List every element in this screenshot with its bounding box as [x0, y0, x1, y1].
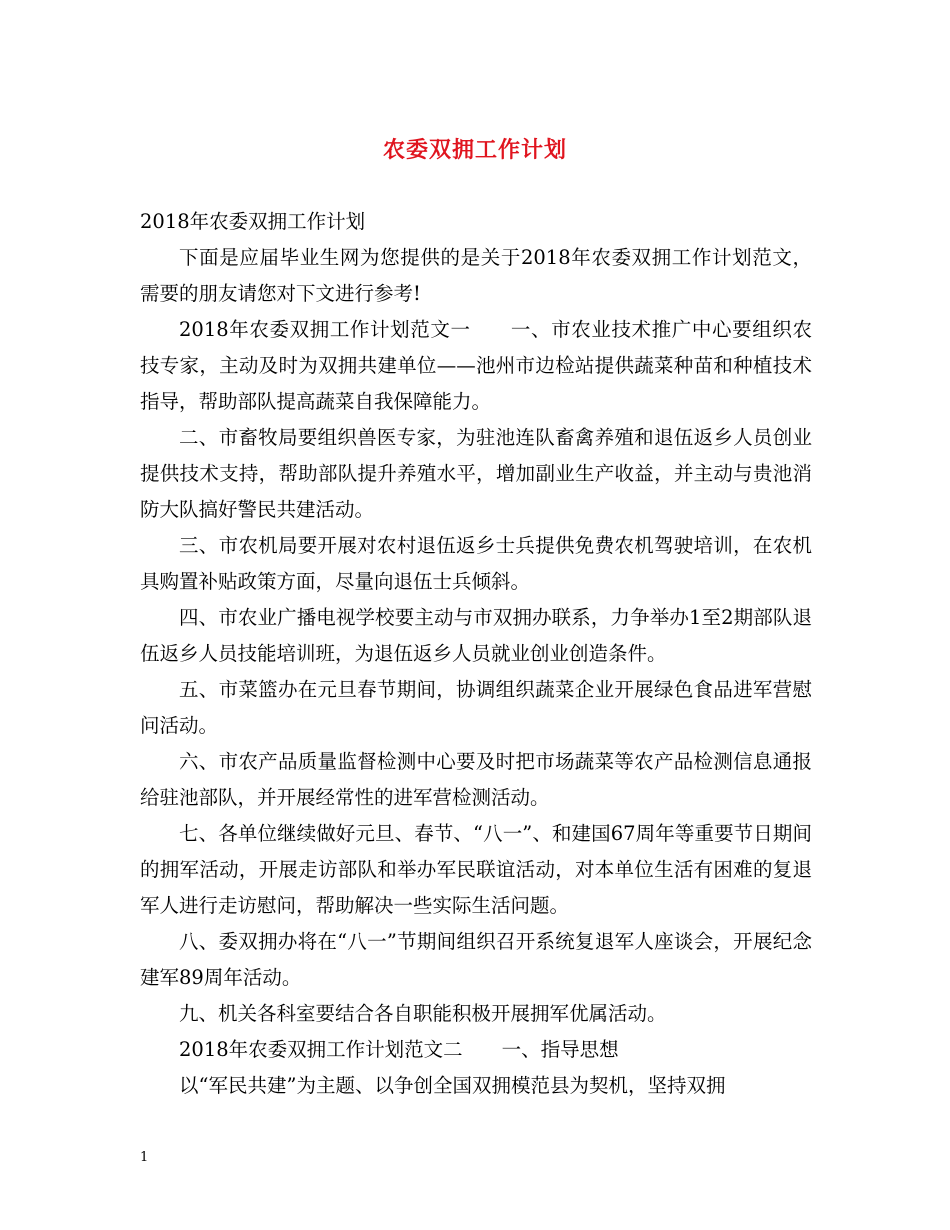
- paragraph: 七、各单位继续做好元旦、春节、“八一”、和建国67周年等重要节日期间的拥军活动，开展走访部队和举办军民联谊活动，对本单位生活有困难的复退军人进行走访慰问，帮助解决一些实际生活问题。: [140, 822, 812, 917]
- paragraph: 九、机关各科室要结合各自职能积极开展拥军优属活动。: [179, 1002, 667, 1025]
- paragraph: 下面是应届毕业生网为您提供的是关于2018年农委双拥工作计划范文，需要的朋友请您对下文进行参考!: [140, 246, 812, 305]
- paragraph: 2018年农委双拥工作计划范文一 一、市农业技术推广中心要组织农技专家，主动及时为双拥共建单位——池州市边检站提供蔬菜种苗和种植技术指导，帮助部队提高蔬菜自我保障能力。: [140, 318, 812, 413]
- paragraph: 以“军民共建”为主题、以争创全国双拥模范县为契机，坚持双拥: [179, 1074, 726, 1097]
- paragraph: 二、市畜牧局要组织兽医专家，为驻池连队畜禽养殖和退伍返乡人员创业提供技术支持，帮助部队提升养殖水平，增加副业生产收益，并主动与贵池消防大队搞好警民共建活动。: [140, 426, 812, 521]
- paragraph: 三、市农机局要开展对农村退伍返乡士兵提供免费农机驾驶培训，在农机具购置补贴政策方面，尽量向退伍士兵倾斜。: [140, 534, 812, 593]
- document-title: 农委双拥工作计划: [382, 137, 567, 163]
- paragraph: 2018年农委双拥工作计划: [140, 210, 366, 233]
- document-body: [140, 204, 812, 1104]
- paragraph: 八、委双拥办将在“八一”节期间组织召开系统复退军人座谈会，开展纪念建军89周年活动。: [140, 930, 812, 989]
- paragraph: 六、市农产品质量监督检测中心要及时把市场蔬菜等农产品检测信息通报给驻池部队，并开展经常性的进军营检测活动。: [140, 750, 812, 809]
- paragraph: 四、市农业广播电视学校要主动与市双拥办联系，力争举办1至2期部队退伍返乡人员技能培训班，为退伍返乡人员就业创业创造条件。: [140, 606, 812, 665]
- paragraph: 2018年农委双拥工作计划范文二 一、指导思想: [179, 1038, 619, 1061]
- page-number: 1: [140, 1150, 149, 1165]
- paragraph: 五、市菜篮办在元旦春节期间，协调组织蔬菜企业开展绿色食品进军营慰问活动。: [140, 678, 812, 737]
